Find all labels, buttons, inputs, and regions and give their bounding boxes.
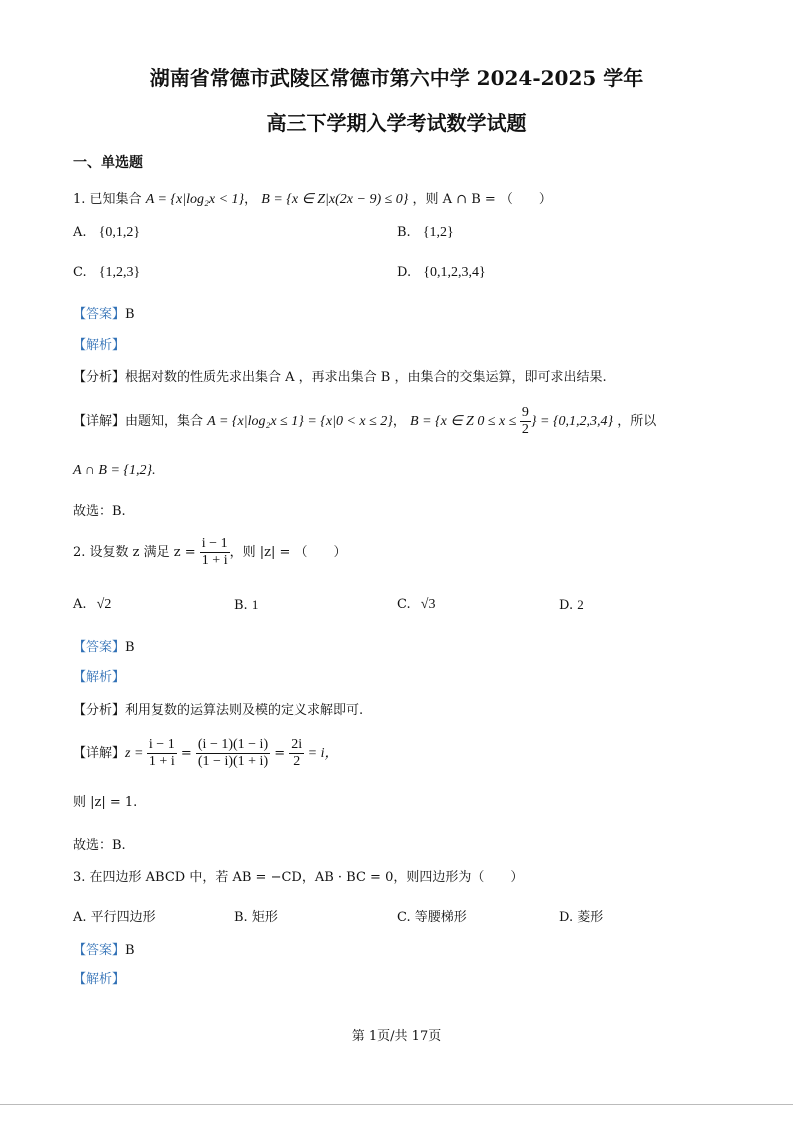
q2-option-d bbox=[559, 597, 584, 614]
q3-analysis-label bbox=[73, 972, 125, 988]
q1-option-d-value: {0,1,2,3,4} bbox=[423, 265, 486, 280]
q2-detail-f1-denominator: 1 + i bbox=[148, 754, 175, 769]
q2-option-b bbox=[234, 597, 258, 614]
q3-option-b: B. 矩形 bbox=[234, 910, 278, 925]
q2-result: 则 |z| = 1. bbox=[73, 795, 138, 810]
q1-analysis-label bbox=[73, 338, 125, 354]
fenxi-tag: 【分析】 bbox=[73, 370, 126, 385]
q2-analysis-label bbox=[73, 670, 125, 686]
q2-option-c-label: C. bbox=[397, 597, 411, 612]
q2-detail-fraction-3 bbox=[289, 737, 304, 770]
q2-option-d-value: 2 bbox=[577, 597, 584, 612]
page-subtitle: 高三下学期入学考试数学试题 bbox=[266, 111, 527, 135]
q2-detail-f2-numerator: (i − 1)(1 − i) bbox=[197, 737, 269, 752]
q1-option-b-label: B. bbox=[397, 225, 411, 240]
q3-answer bbox=[73, 943, 135, 959]
page-title: 湖南省常德市武陵区常德市第六中学 2024-2025 学年 bbox=[149, 66, 644, 90]
q1-option-d bbox=[397, 265, 486, 281]
q2-option-d-label: D. bbox=[559, 598, 574, 613]
fenxi-tag: 【分析】 bbox=[73, 703, 126, 718]
q2-stem bbox=[73, 536, 347, 569]
q2-stem-prefix: 2. 设复数 z 满足 z = bbox=[73, 545, 200, 560]
analysis-tag: 【解析】 bbox=[73, 972, 126, 987]
page-bottom-divider bbox=[0, 1104, 793, 1105]
q3-option-d: D. 菱形 bbox=[559, 910, 604, 925]
q1-option-c-label: C. bbox=[73, 265, 87, 280]
q1-stem-prefix: 1. 已知集合 bbox=[73, 192, 142, 207]
q2-detail-z: z = bbox=[125, 746, 147, 761]
q3-answer-value: B bbox=[125, 943, 135, 958]
q1-detail: 【详解】由题知，集合 A = {x|log₂x ≤ 1} = {x|0 < x ≤ 2}， B = {x ∈ Z 0 ≤ x ≤ $\frac{9}{2}$ } = {0,1,2,3,4} ，所以 bbox=[73, 405, 657, 437]
q1-option-a-value: {0,1,2} bbox=[98, 225, 141, 240]
q2-option-a-value: √2 bbox=[96, 597, 112, 612]
q1-detail-fraction bbox=[520, 405, 531, 438]
q1-option-b-value: {1,2} bbox=[422, 225, 454, 240]
q1-option-b bbox=[397, 225, 454, 241]
q1-detail-set-b-tail: } = {0,1,2,3,4} bbox=[530, 414, 614, 429]
q2-detail-f2-denominator: (1 − i)(1 + i) bbox=[197, 754, 269, 769]
q2-stem-fraction bbox=[200, 536, 230, 569]
q2-frac-denominator: 1 + i bbox=[201, 553, 228, 568]
q1-answer-value: B bbox=[125, 307, 135, 322]
q3-option-c: C. 等腰梯形 bbox=[397, 910, 467, 925]
q1-set-a: A = {x|log₂x < 1} bbox=[145, 192, 245, 207]
q2-option-b-label: B. bbox=[234, 598, 248, 613]
q1-option-a-label: A. bbox=[73, 225, 87, 240]
q2-detail-tail: = i， bbox=[304, 746, 339, 761]
answer-tag: 【答案】 bbox=[73, 943, 126, 958]
xiangjie-tag: 【详解】 bbox=[73, 414, 126, 429]
q1-set-b: B = {x ∈ Z|x(2x − 9) ≤ 0} bbox=[261, 192, 409, 207]
q1-option-a bbox=[73, 225, 140, 241]
q1-answer bbox=[73, 307, 135, 323]
analysis-tag: 【解析】 bbox=[73, 670, 126, 685]
q1-choose: 故选：B. bbox=[73, 504, 126, 519]
q2-detail-f3-denominator: 2 bbox=[293, 754, 301, 769]
q2-option-c-value: √3 bbox=[420, 597, 436, 612]
q1-frac-numerator: 9 bbox=[521, 405, 529, 420]
q2-detail: 【详解】z = $\frac{i - 1}{1 + i}$ = $\frac{(i - 1)(1 - i)}{(1 - i)(1 + i)}$ = $\frac{2i}{2}$ = i， bbox=[73, 737, 339, 769]
q2-answer bbox=[73, 640, 135, 656]
q1-detail-set-a: A = {x|log₂x ≤ 1} = {x|0 < x ≤ 2} bbox=[207, 414, 393, 429]
q1-option-d-label: D. bbox=[397, 265, 412, 280]
xiangjie-tag: 【详解】 bbox=[73, 746, 126, 761]
q2-detail-fraction-2 bbox=[196, 737, 270, 770]
q1-detail-suffix: ，所以 bbox=[617, 414, 657, 429]
q2-fenxi bbox=[73, 703, 363, 719]
answer-tag: 【答案】 bbox=[73, 307, 126, 322]
q2-frac-numerator: i − 1 bbox=[201, 536, 228, 551]
section-heading: 一、单选题 bbox=[73, 155, 143, 171]
answer-tag: 【答案】 bbox=[73, 640, 126, 655]
page-footer: 第 1页/共 17页 bbox=[351, 1029, 442, 1044]
q2-option-a-label: A. bbox=[73, 597, 87, 612]
q1-detail-set-b: B = {x ∈ Z 0 ≤ x ≤ bbox=[410, 414, 520, 429]
analysis-tag: 【解析】 bbox=[73, 338, 126, 353]
q1-stem-suffix: ，则 A ∩ B = （ ） bbox=[412, 192, 552, 207]
q3-option-a: A. 平行四边形 bbox=[73, 910, 156, 925]
q2-answer-value: B bbox=[125, 640, 135, 655]
q1-option-c bbox=[73, 265, 140, 281]
q2-detail-f3-numerator: 2i bbox=[291, 737, 303, 752]
q1-result-value: A ∩ B = {1,2}. bbox=[73, 463, 156, 478]
q1-stem: 1. 已知集合 A = {x|log₂x < 1}， B = {x ∈ Z|x(2x − 9) ≤ 0} ，则 A ∩ B = （ ） bbox=[73, 192, 552, 207]
q1-fenxi-text: 根据对数的性质先求出集合 A ，再求出集合 B ，由集合的交集运算，即可求出结果. bbox=[125, 370, 607, 385]
q1-result bbox=[73, 463, 156, 479]
q2-detail-fraction-1 bbox=[147, 737, 177, 770]
q1-frac-denominator: 2 bbox=[521, 422, 529, 437]
q1-detail-prefix: 由题知，集合 bbox=[125, 414, 204, 429]
q2-option-a bbox=[73, 597, 111, 613]
q3-stem: 3. 在四边形 ABCD 中，若 AB = −CD，AB · BC = 0，则四边形为（ ） bbox=[73, 870, 524, 885]
q2-choose: 故选：B. bbox=[73, 838, 126, 853]
q2-fenxi-text: 利用复数的运算法则及模的定义求解即可. bbox=[125, 703, 364, 718]
q2-stem-suffix: ，则 |z| = （ ） bbox=[229, 545, 347, 560]
q2-detail-f1-numerator: i − 1 bbox=[148, 737, 175, 752]
q1-fenxi bbox=[73, 370, 607, 386]
q1-option-c-value: {1,2,3} bbox=[98, 265, 141, 280]
q2-option-c bbox=[397, 597, 435, 613]
q2-option-b-value: 1 bbox=[251, 597, 259, 612]
